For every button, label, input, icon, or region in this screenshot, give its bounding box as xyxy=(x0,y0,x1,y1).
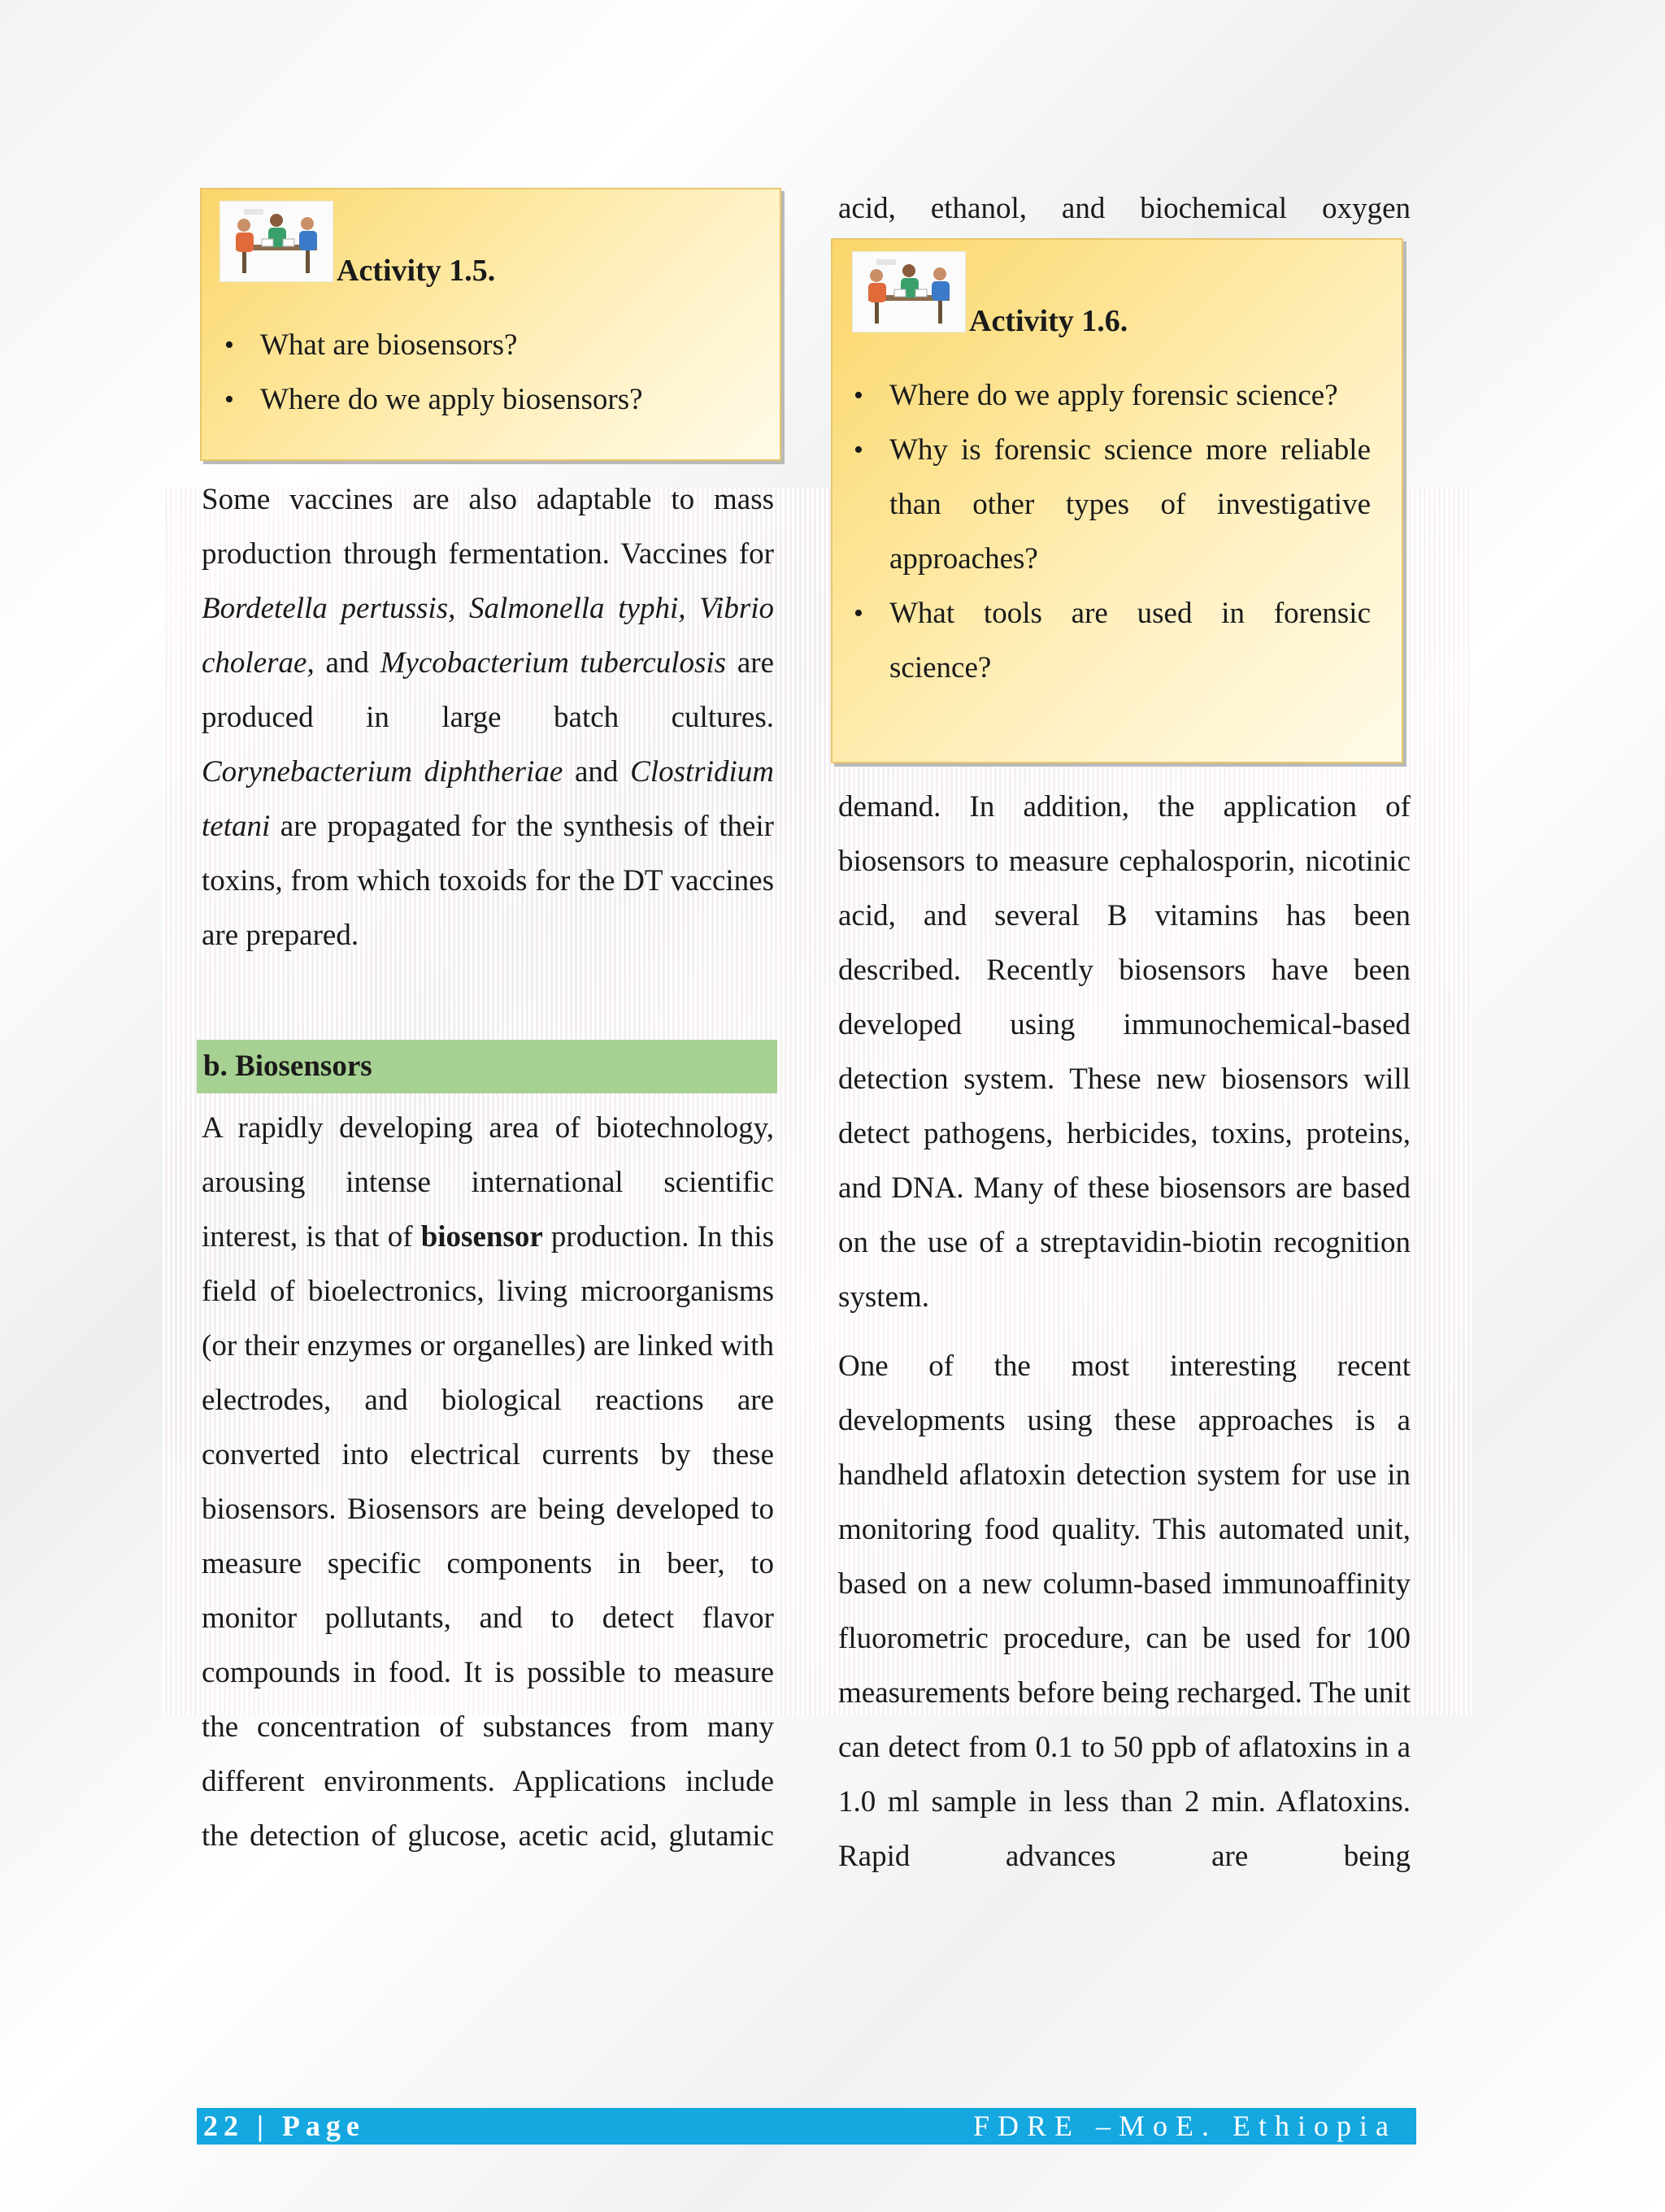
species-name: Mycobacterium tuberculosis xyxy=(380,646,727,680)
paragraph-text: are propagated for the synthesis of their toxins, from which toxoids for the DT vaccines are prepared. xyxy=(202,810,774,952)
group-discussion-icon xyxy=(220,201,333,286)
right-column-top xyxy=(838,181,1411,236)
section-heading-biosensors: b. Biosensors xyxy=(197,1040,777,1093)
activity-title: Activity 1.6. xyxy=(969,304,1128,338)
left-column-biosensors xyxy=(202,1101,774,1863)
activity-question-list xyxy=(221,318,758,427)
activity-box-1-5 xyxy=(200,188,781,461)
species-name: Clostridium tetani xyxy=(202,755,774,843)
paragraph-text: are produced in large batch cultures. xyxy=(202,646,774,734)
paragraph-text: production. In this field of bioelectronics, living microorganisms (or their enzymes or organelles) are linked with electrodes, and biological reactions are converted into electrical currents by these biosensors. Biosensors are being developed to measure specific components in beer, to monitor pollutants, and to detect flavor compounds in food. It is possible to measure the concentration of substances from many different environments. Applications include the detection of glucose, acetic acid, glutamic xyxy=(202,1220,775,1853)
paragraph-aflatoxin-detection: One of the most interesting recent developments using these approaches is a handheld aflatoxin detection system for use in monitoring food quality. This automated unit, based on a new column-based immunoaffinity fluorometric procedure, can be used for 100 measurements before being recharged. The unit can detect from 0.1 to 50 ppb of aflatoxins in a 1.0 ml sample in less than 2 min. Aflatoxins. Rapid advances are being xyxy=(838,1349,1411,1873)
activity-question: • Why is forensic science more reliable than other types of investigative approaches? xyxy=(850,423,1371,586)
activity-question: • What are biosensors? xyxy=(221,318,758,372)
left-column-vaccines xyxy=(202,472,774,963)
group-discussion-icon xyxy=(852,251,966,337)
page-number: 22 | Page xyxy=(203,2110,365,2142)
activity-question-list xyxy=(850,368,1371,695)
activity-question: • Where do we apply biosensors? xyxy=(221,372,758,427)
paragraph-text: Some vaccines are also adaptable to mass production through fermentation. Vaccines for xyxy=(202,483,774,571)
activity-title: Activity 1.5. xyxy=(337,254,496,288)
activity-question: • Where do we apply forensic science? xyxy=(850,368,1371,423)
key-term: biosensor xyxy=(420,1220,543,1254)
right-column-main xyxy=(838,780,1411,1884)
vaccines-paragraph xyxy=(202,472,774,963)
publisher-name: FDRE –MoE. Ethiopia xyxy=(973,2110,1397,2142)
activity-box-1-6 xyxy=(831,238,1403,763)
biosensors-paragraph xyxy=(202,1101,774,1863)
paragraph-text: A rapidly developing area of biotechnology, arousing intense international scientific interest, is that of xyxy=(202,1111,774,1254)
paragraph-biosensor-applications: demand. In addition, the application of biosensors to measure cephalosporin, nicotinic acid, and several B vitamins has been described. Recently biosensors have been developed using immunochemical-based detection system. These new biosensors will detect pathogens, herbicides, toxins, proteins, and DNA. Many of these biosensors are based on the use of a streptavidin-biotin recognition system. xyxy=(838,790,1411,1314)
activity-question: • What tools are used in forensic science? xyxy=(850,586,1371,695)
paragraph-text: and xyxy=(563,755,631,789)
species-name: Bordetella pertussis, Salmonella typhi, Vibrio cholerae, xyxy=(202,592,774,680)
continued-line: acid, ethanol, and biochemical oxygen xyxy=(838,192,1411,225)
species-name: Corynebacterium diphtheriae xyxy=(202,755,563,789)
paragraph-text: and xyxy=(314,646,380,680)
page-footer xyxy=(197,2108,1416,2145)
